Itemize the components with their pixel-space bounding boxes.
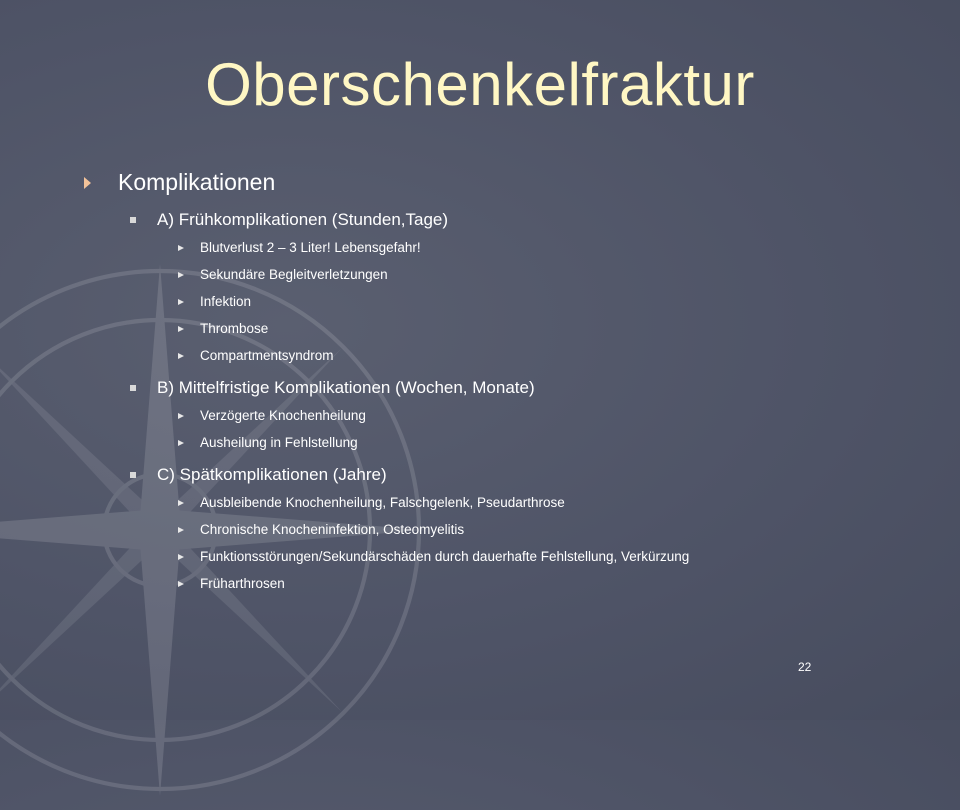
small-triangle-right-icon <box>178 353 184 359</box>
page-number: 22 <box>798 660 812 674</box>
square-bullet-icon <box>130 472 136 478</box>
small-triangle-right-icon <box>178 527 184 533</box>
list-item <box>178 543 900 570</box>
section-heading-label: A) Frühkomplikationen (Stunden,Tage) <box>157 210 449 229</box>
list-item-label: Ausbleibende Knochenheilung, Falschgelenk, Pseudarthrose <box>200 495 565 510</box>
list-item <box>178 402 900 429</box>
small-triangle-right-icon <box>178 440 184 446</box>
section-heading <box>130 374 900 402</box>
list-item-label: Ausheilung in Fehlstellung <box>200 435 358 450</box>
list-item-label: Blutverlust 2 – 3 Liter! Lebensgefahr! <box>200 240 421 255</box>
slide-title: Oberschenkelfraktur <box>205 51 755 118</box>
section-late <box>80 461 900 597</box>
list-item <box>178 342 900 369</box>
section-heading-label: C) Spätkomplikationen (Jahre) <box>157 465 387 484</box>
list-item-label: Verzögerte Knochenheilung <box>200 408 366 423</box>
list-item <box>178 429 900 456</box>
list-item-label: Compartmentsyndrom <box>200 348 334 363</box>
list-item <box>178 288 900 315</box>
small-triangle-right-icon <box>178 554 184 560</box>
section-early <box>80 206 900 369</box>
section-medium <box>80 374 900 456</box>
list-item <box>178 516 900 543</box>
list-item <box>178 315 900 342</box>
main-point <box>84 162 900 202</box>
small-triangle-right-icon <box>178 326 184 332</box>
list-item-label: Thrombose <box>200 321 269 336</box>
list-item-label: Infektion <box>200 294 252 309</box>
square-bullet-icon <box>130 385 136 391</box>
list-item <box>178 489 900 516</box>
list-item-label: Sekundäre Begleitverletzungen <box>200 267 388 282</box>
list-item <box>178 261 900 288</box>
small-triangle-right-icon <box>178 245 184 251</box>
list-item-label: Funktionsstörungen/Sekundärschäden durch dauerhafte Fehlstellung, Verkürzung <box>200 549 690 564</box>
small-triangle-right-icon <box>178 581 184 587</box>
section-heading <box>130 461 900 489</box>
main-point-label: Komplikationen <box>118 168 276 195</box>
small-triangle-right-icon <box>178 272 184 278</box>
section-heading <box>130 206 900 234</box>
list-item <box>178 234 900 261</box>
list-item <box>178 570 900 597</box>
square-bullet-icon <box>130 217 136 223</box>
small-triangle-right-icon <box>178 413 184 419</box>
small-triangle-right-icon <box>178 500 184 506</box>
list-item-label: Früharthrosen <box>200 576 285 591</box>
list-item-label: Chronische Knocheninfektion, Osteomyelitis <box>200 522 465 537</box>
triangle-right-icon <box>84 177 91 189</box>
slide-content <box>80 162 900 597</box>
section-heading-label: B) Mittelfristige Komplikationen (Wochen, Monate) <box>157 378 535 397</box>
small-triangle-right-icon <box>178 299 184 305</box>
